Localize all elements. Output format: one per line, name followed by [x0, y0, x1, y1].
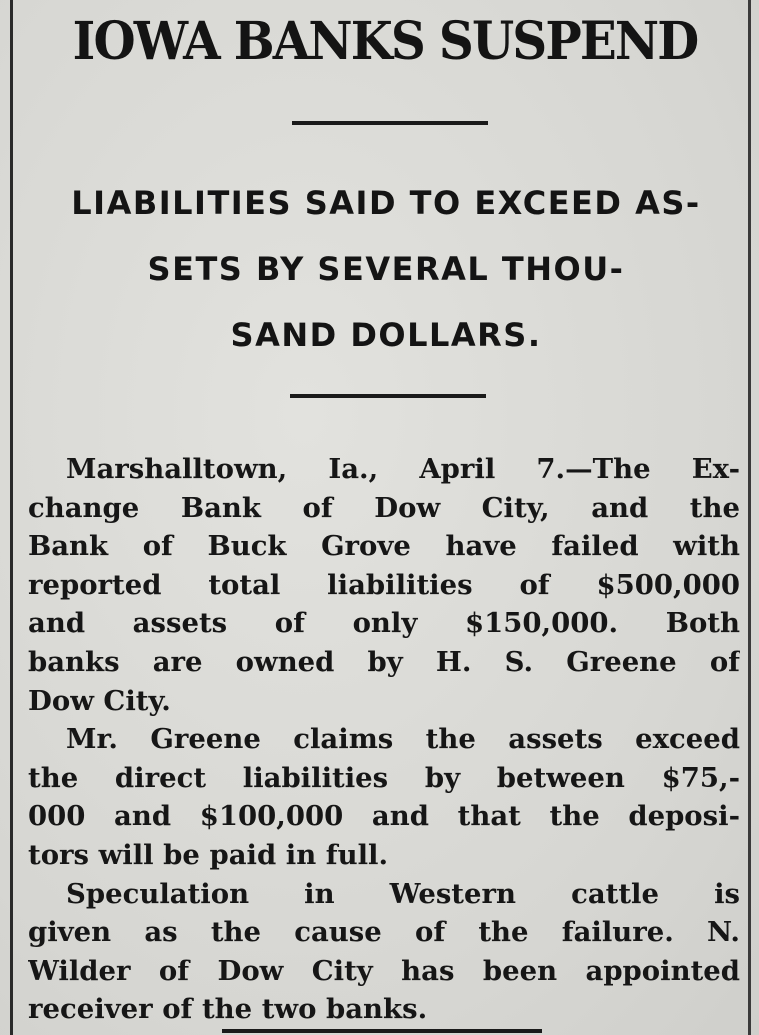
article-line: given as the cause of the failure. N. [28, 916, 740, 949]
headline: IOWA BANKS SUSPEND [72, 11, 698, 72]
article-line: Marshalltown, Ia., April 7.—The Ex- [66, 453, 740, 485]
article-body [28, 450, 740, 1029]
article-line: the direct liabilities by between $75,- [28, 761, 740, 794]
headline-divider [292, 121, 488, 125]
article-line: Bank of Buck Grove have failed with [28, 530, 740, 563]
article-line: banks are owned by H. S. Greene of [28, 645, 740, 678]
column-rule-right [748, 0, 751, 1035]
subheadline-line: LIABILITIES SAID TO EXCEED AS- [71, 184, 701, 222]
article-line: change Bank of Dow City, and the [28, 491, 740, 524]
article-line: Dow City. [28, 684, 171, 717]
article-line: Speculation in Western cattle is [66, 877, 740, 910]
column-rule-left [10, 0, 13, 1035]
article-line: Mr. Greene claims the assets exceed [66, 723, 740, 756]
article-end-divider [222, 1029, 542, 1033]
article-line: receiver of the two banks. [28, 993, 428, 1026]
article-line: tors will be paid in full. [28, 838, 389, 871]
article-line: 000 and $100,000 and that the deposi- [28, 800, 740, 833]
subheadline-divider [290, 394, 486, 398]
article-line: Wilder of Dow City has been appointed [28, 954, 740, 987]
subheadline [24, 170, 748, 368]
article-line: and assets of only $150,000. Both [28, 607, 740, 640]
article-line: reported total liabilities of $500,000 [28, 568, 740, 601]
subheadline-line: SETS BY SEVERAL THOU- [147, 250, 625, 288]
subheadline-line: SAND DOLLARS. [230, 316, 542, 354]
